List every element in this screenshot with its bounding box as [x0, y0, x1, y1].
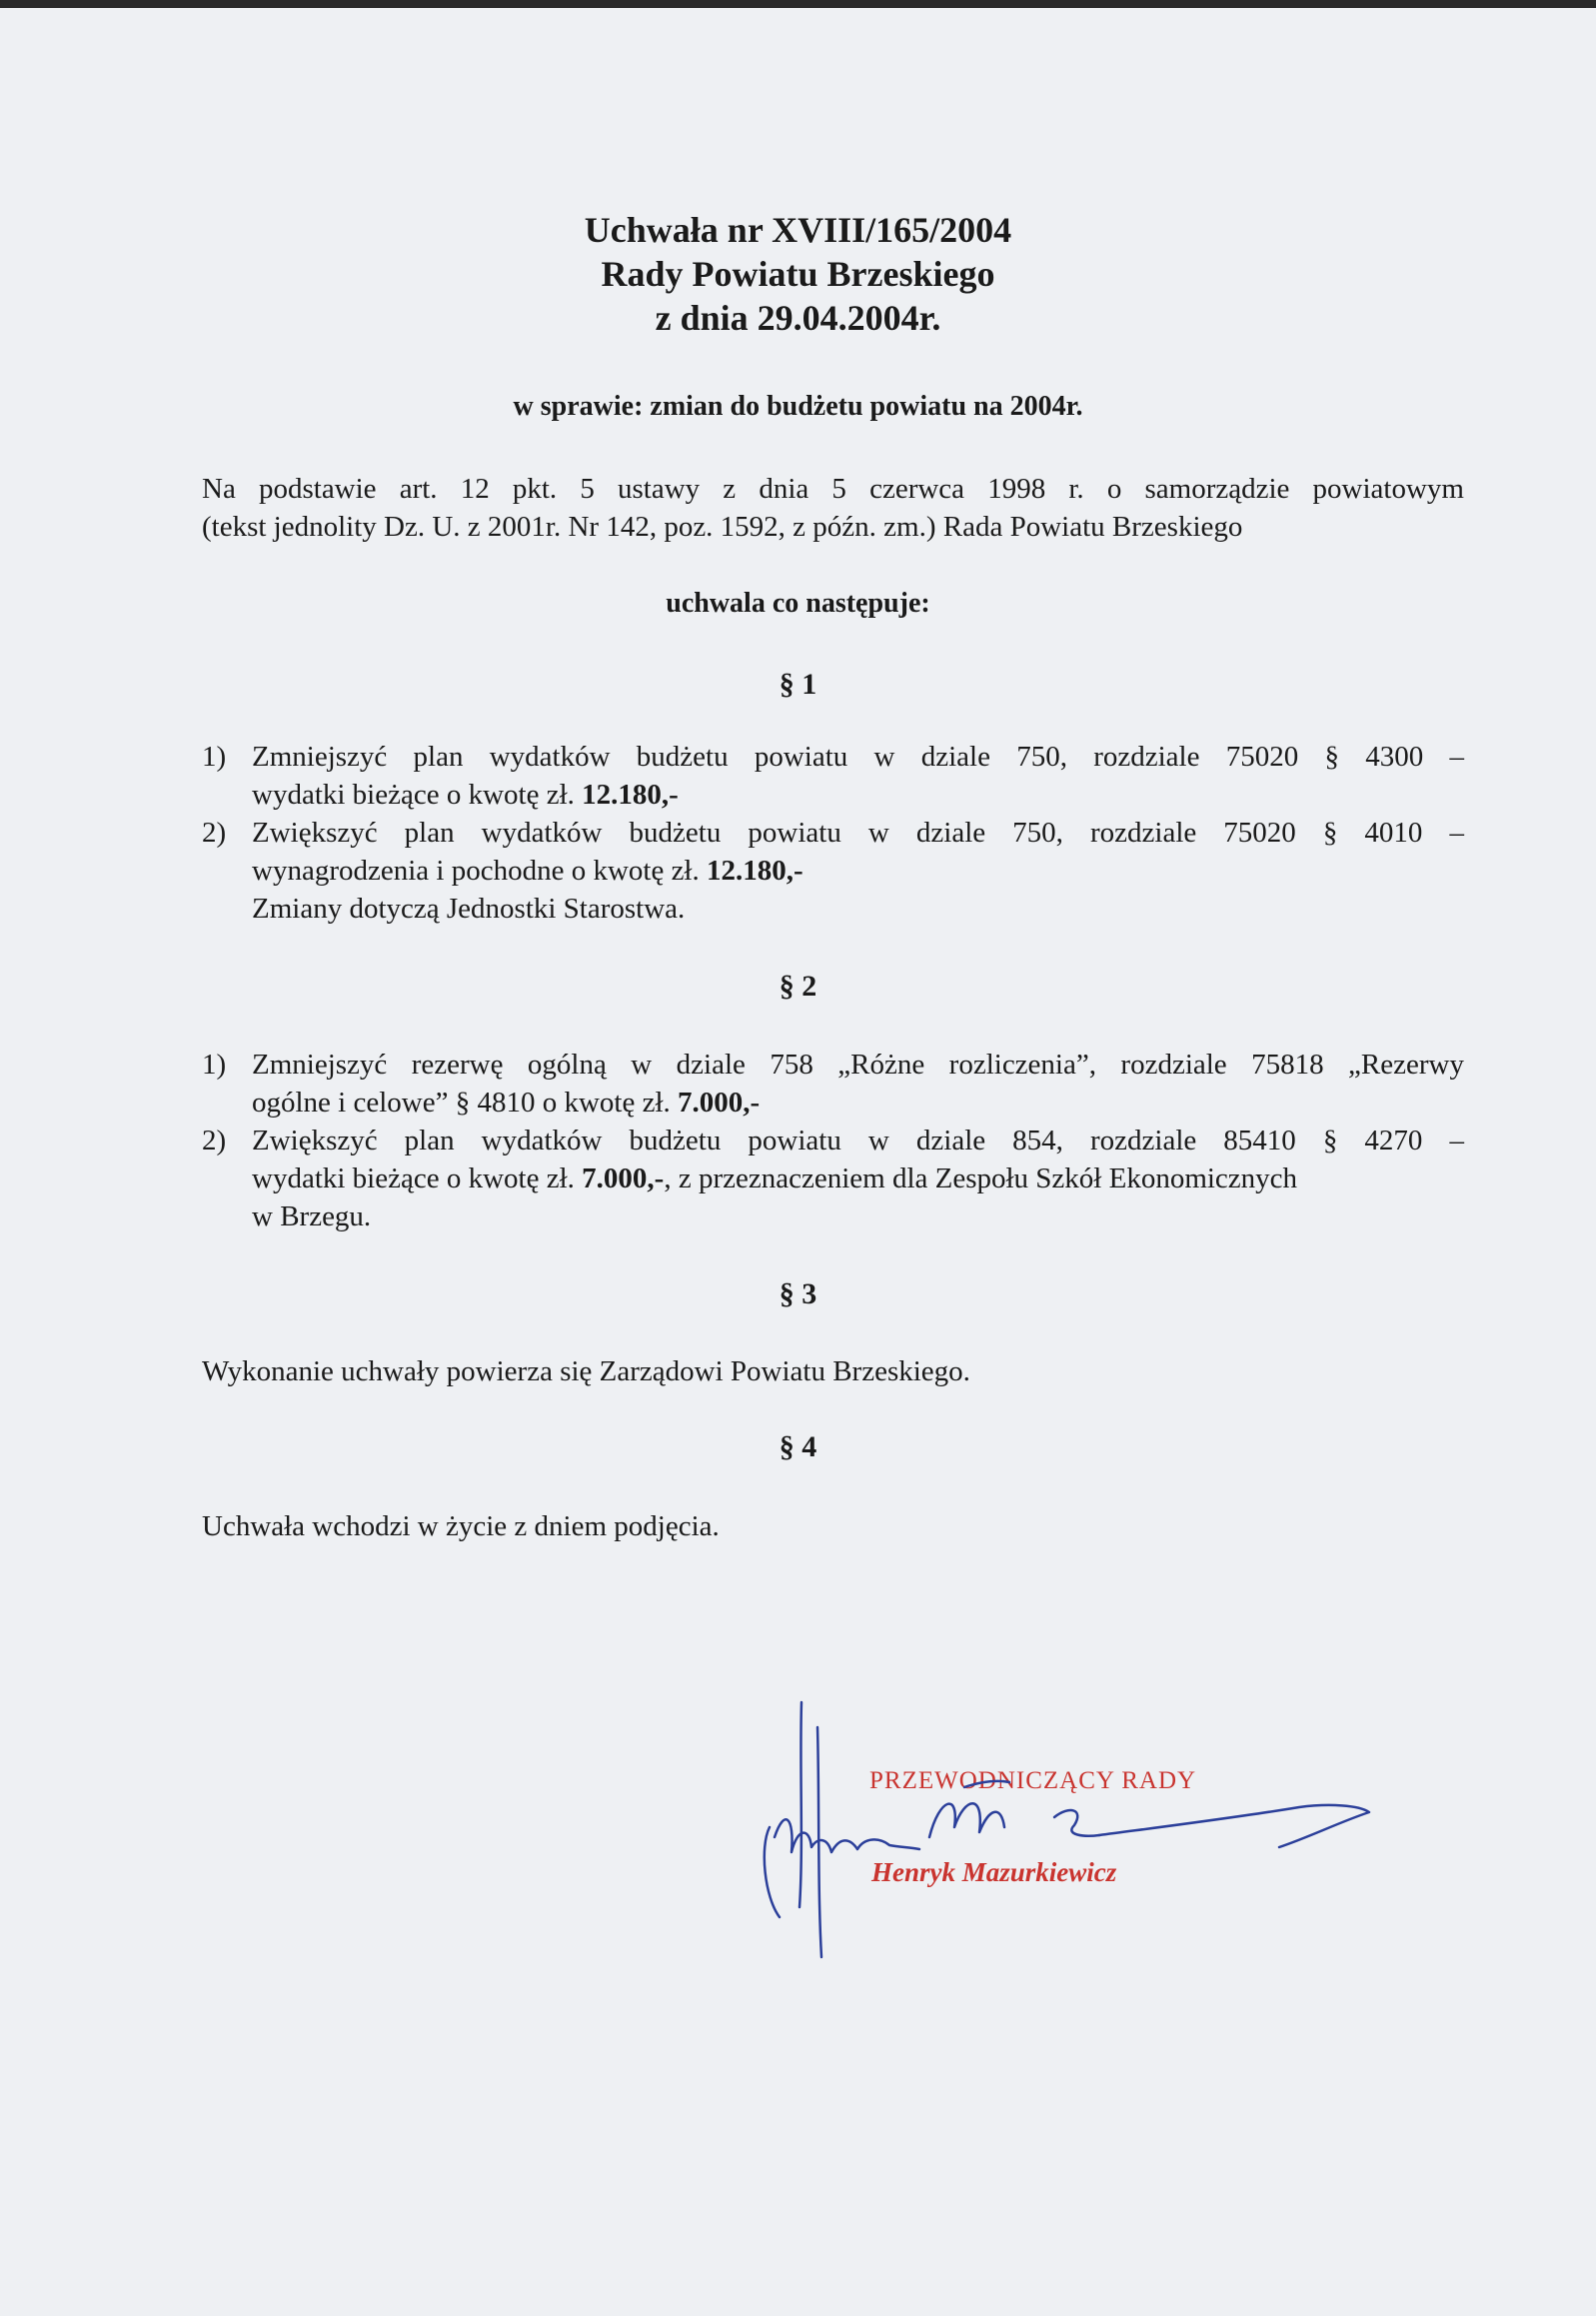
section-1-list [202, 738, 1464, 928]
amount: 7.000,- [678, 1087, 761, 1119]
item-number: 2) [202, 817, 227, 849]
section-2-heading: § 2 [779, 970, 817, 1003]
document-page [0, 8, 1596, 2316]
amount: 12.180,- [582, 779, 679, 811]
title-line-2: Rady Powiatu Brzeskiego [601, 254, 995, 294]
intro-paragraph [202, 470, 1464, 546]
item-line: Zwiększyć plan wydatków budżetu powiatu w dziale 750, rozdziale 75020 § 4010 – [252, 817, 1464, 849]
section-4-text: Uchwała wchodzi w życie z dniem podjęcia. [202, 1510, 720, 1542]
item-number: 1) [202, 1049, 227, 1081]
item-line [252, 1084, 1464, 1122]
section-1-note: Zmiany dotyczą Jednostki Starostwa. [252, 893, 686, 925]
scan-top-edge [0, 0, 1596, 8]
list-item [202, 738, 1464, 814]
item-line [252, 776, 1464, 814]
signature-block [740, 1687, 1439, 1987]
handwritten-signature [740, 1687, 1439, 1987]
section-1-heading: § 1 [779, 668, 817, 701]
item-text: wydatki bieżące o kwotę zł. [252, 779, 583, 811]
item-text: wynagrodzenia i pochodne o kwotę zł. [252, 855, 707, 887]
item-number: 2) [202, 1125, 227, 1157]
subject-line: w sprawie: zmian do budżetu powiatu na 2004r. [513, 391, 1083, 422]
section-3-heading: § 3 [779, 1277, 817, 1310]
stamp-name: Henryk Mazurkiewicz [871, 1857, 1117, 1887]
title-line-1: Uchwała nr XVIII/165/2004 [584, 210, 1012, 250]
item-text: , z przeznaczeniem dla Zespołu Szkół Ekonomicznych [664, 1162, 1298, 1194]
item-line: Zwiększyć plan wydatków budżetu powiatu w dziale 854, rozdziale 85410 § 4270 – [252, 1125, 1464, 1157]
item-line [252, 852, 1464, 890]
section-3-text: Wykonanie uchwały powierza się Zarządowi Powiatu Brzeskiego. [202, 1355, 970, 1387]
section-2-list [202, 1046, 1464, 1235]
resolves-heading: uchwala co następuje: [666, 588, 930, 619]
item-line: Zmniejszyć rezerwę ogólną w dziale 758 „Różne rozliczenia”, rozdziale 75818 „Rezerwy [252, 1049, 1464, 1081]
amount: 7.000,- [582, 1162, 665, 1194]
item-line [252, 1159, 1464, 1197]
section-4-heading: § 4 [779, 1430, 817, 1463]
item-text: ogólne i celowe” § 4810 o kwotę zł. [252, 1087, 679, 1119]
intro-line-2: (tekst jednolity Dz. U. z 2001r. Nr 142, poz. 1592, z późn. zm.) Rada Powiatu Brzeskiego [202, 511, 1243, 543]
list-item [202, 1122, 1464, 1235]
document-title [0, 208, 1596, 340]
amount: 12.180,- [707, 855, 803, 887]
title-line-3: z dnia 29.04.2004r. [655, 298, 941, 338]
intro-line-1: Na podstawie art. 12 pkt. 5 ustawy z dnia 5 czerwca 1998 r. o samorządzie powiatowym [202, 473, 1464, 505]
item-line: w Brzegu. [252, 1200, 372, 1232]
list-item [202, 1046, 1464, 1122]
item-text: wydatki bieżące o kwotę zł. [252, 1162, 583, 1194]
item-line: Zmniejszyć plan wydatków budżetu powiatu w dziale 750, rozdziale 75020 § 4300 – [252, 741, 1464, 773]
list-item [202, 814, 1464, 890]
item-number: 1) [202, 741, 227, 773]
stamp-title: PRZEWODNICZĄCY RADY [869, 1767, 1197, 1794]
